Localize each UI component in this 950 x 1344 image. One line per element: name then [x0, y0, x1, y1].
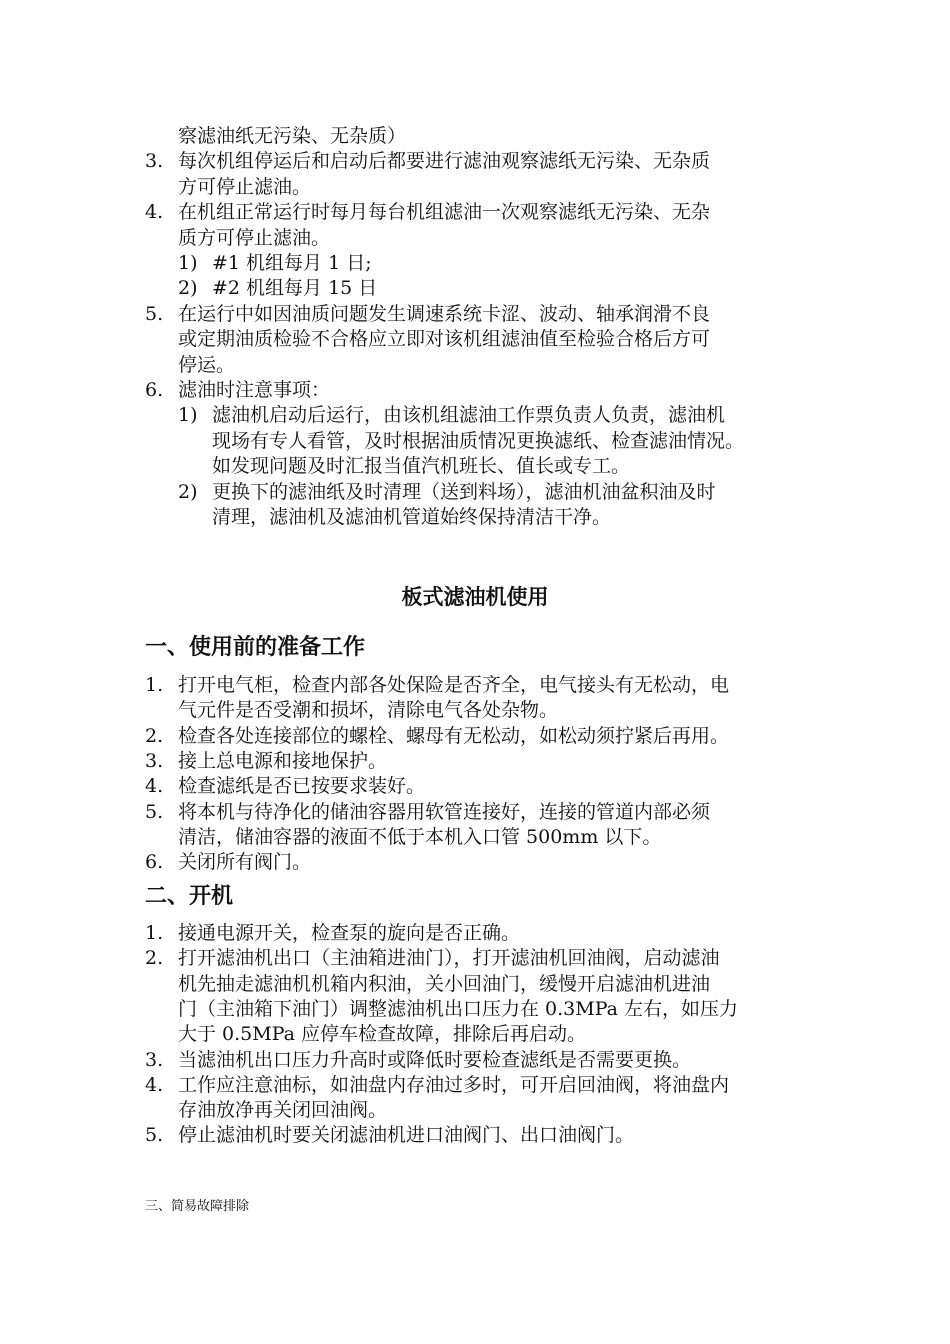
list-item-number: 2): [178, 480, 198, 503]
list-item-text: 更换下的滤油纸及时清理（送到料场），滤油机油盆积油及时: [212, 480, 716, 503]
list-item-text: #2 机组每月 15 日: [212, 277, 378, 300]
list-item-text: 质方可停止滤油。: [178, 226, 331, 249]
list-item-text: 门（主油箱下油门）调整滤油机出口压力在 0.3MPa 左右，如压力: [178, 997, 739, 1020]
sub-list-item-line: [0, 480, 950, 505]
list-item-text: 清理，滤油机及滤油机管道始终保持清洁干净。: [212, 506, 612, 528]
list-item-number: 6.: [145, 851, 164, 874]
list-item-text: 接上总电源和接地保护。: [178, 749, 388, 772]
list-item-text: 在机组正常运行时每月每台机组滤油一次观察滤纸无污染、无杂: [178, 201, 711, 224]
list-item-number: 2.: [145, 947, 164, 970]
list-item-number: 3.: [145, 1048, 164, 1071]
list-item-line: [0, 1073, 950, 1098]
list-item-line: [0, 1123, 950, 1148]
list-item-text: 打开电气柜，检查内部各处保险是否齐全，电气接头有无松动，电: [178, 674, 730, 696]
list-item-text: 停运。: [178, 353, 236, 376]
list-item-line: [0, 226, 950, 251]
list-item-line: [0, 327, 950, 352]
list-item-text: 将本机与待净化的储油容器用软管连接好，连接的管道内部必须: [178, 800, 711, 823]
list-item-number: 2): [178, 277, 198, 300]
list-item-number: 4.: [145, 1073, 164, 1096]
list-item-line: [0, 724, 950, 749]
list-item-number: 5.: [145, 1124, 164, 1147]
list-item-text: 清洁，储油容器的液面不低于本机入口管 500mm 以下。: [178, 825, 662, 848]
list-item-text: 工作应注意油标，如油盘内存油过多时，可开启回油阀，将油盘内: [178, 1073, 730, 1096]
list-item-text: 或定期油质检验不合格应立即对该机组滤油值至检验合格后方可: [178, 328, 711, 351]
list-item-text: 停止滤油机时要关闭滤油机进口油阀门、出口油阀门。: [178, 1124, 635, 1147]
list-item-line: [0, 353, 950, 378]
list-item-line: [0, 302, 950, 327]
list-item-number: 1.: [145, 922, 164, 944]
list-item-number: 1): [178, 404, 198, 427]
list-item-text: #1 机组每月 1 日;: [212, 252, 372, 274]
list-item-text: 每次机组停运后和启动后都要进行滤油观察滤纸无污染、无杂质: [178, 150, 711, 173]
list-item-line: [0, 850, 950, 875]
list-item-line: [0, 825, 950, 850]
sub-list-item-line: [0, 403, 950, 428]
list-item-line: [0, 921, 950, 946]
sub-list-item-line: [0, 251, 950, 276]
list-item-text: 方可停止滤油。: [178, 175, 312, 198]
list-item-number: 4.: [145, 201, 164, 224]
list-item-text: 当滤油机出口压力升高时或降低时要检查滤纸是否需要更换。: [178, 1048, 692, 1071]
list-item-text: 滤油时注意事项：: [178, 379, 331, 401]
list-item-text: 大于 0.5MPa 应停车检查故障，排除后再启动。: [178, 1023, 587, 1046]
list-item-text: 接通电源开关，检查泵的旋向是否正确。: [178, 922, 521, 944]
list-item-line: [0, 378, 950, 403]
section-heading-startup: 二、开机: [145, 884, 234, 909]
list-item-text: 机先抽走滤油机机箱内积油，关小回油门，缓慢开启滤油机进油: [178, 972, 711, 995]
list-item-text: 检查各处连接部位的螺栓、螺母有无松动，如松动须拧紧后再用。: [178, 724, 730, 747]
list-item-line: [0, 698, 950, 723]
list-item-number: 3.: [145, 150, 164, 173]
list-item-number: 6.: [145, 379, 164, 401]
list-item-text: 察滤油纸无污染、无杂质）: [178, 125, 407, 147]
list-item-text: 现场有专人看管，及时根据油质情况更换滤纸、检查滤油情况。: [212, 429, 745, 452]
list-item-line: [0, 800, 950, 825]
list-item-line: [0, 149, 950, 174]
list-item-line: [0, 972, 950, 997]
list-item-number: 2.: [145, 724, 164, 747]
list-item-line: [0, 946, 950, 971]
list-item-line: [0, 175, 950, 200]
sub-list-item-line: [0, 429, 950, 454]
list-item-number: 3.: [145, 749, 164, 772]
list-item-line: [0, 124, 950, 149]
list-item-text: 关闭所有阀门。: [178, 851, 312, 874]
sub-list-item-line: [0, 454, 950, 479]
list-item-line: [0, 1048, 950, 1073]
section-heading-troubleshooting: 三、简易故障排除: [145, 1199, 250, 1214]
list-item-line: [0, 673, 950, 698]
list-item-text: 存油放净再关闭回油阀。: [178, 1099, 388, 1122]
list-item-line: [0, 200, 950, 225]
sub-list-item-line: [0, 505, 950, 530]
list-item-line: [0, 1022, 950, 1047]
list-item-number: 5.: [145, 302, 164, 325]
list-item-number: 5.: [145, 800, 164, 823]
list-item-number: 1): [178, 252, 198, 274]
list-item-line: [0, 774, 950, 799]
list-item-line: [0, 1098, 950, 1123]
list-item-text: 滤油机启动后运行，由该机组滤油工作票负责人负责，滤油机: [212, 404, 726, 427]
list-item-text: 气元件是否受潮和损坏，清除电气各处杂物。: [178, 699, 559, 722]
section-heading-preparation: 一、使用前的准备工作: [145, 635, 366, 660]
list-item-text: 如发现问题及时汇报当值汽机班长、值长或专工。: [212, 455, 631, 478]
page-title: 板式滤油机使用: [401, 585, 549, 609]
sub-list-item-line: [0, 276, 950, 301]
list-item-text: 打开滤油机出口（主油箱进油门），打开滤油机回油阀，启动滤油: [178, 947, 720, 970]
list-item-line: [0, 749, 950, 774]
list-item-text: 在运行中如因油质问题发生调速系统卡涩、波动、轴承润滑不良: [178, 302, 711, 325]
list-item-number: 1.: [145, 674, 164, 696]
list-item-line: [0, 997, 950, 1022]
list-item-number: 4.: [145, 775, 164, 798]
list-item-text: 检查滤纸是否已按要求装好。: [178, 775, 426, 798]
